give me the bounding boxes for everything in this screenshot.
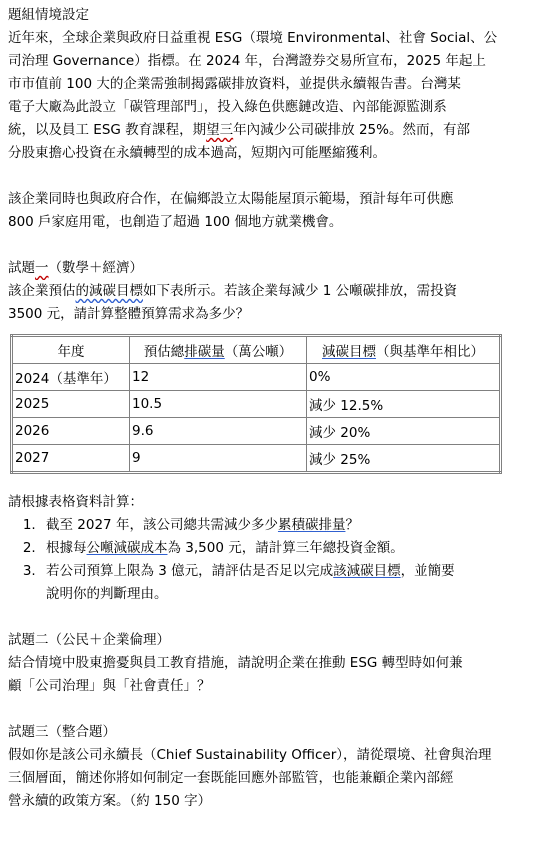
table-cell-year: 2025 bbox=[12, 391, 130, 418]
table-cell-year: 2027 bbox=[12, 445, 130, 473]
question-3-body: 三個層面，簡述你將如何制定一套既能回應外部監管，也能兼顧企業內部經 bbox=[8, 770, 454, 786]
question-3-body: 營永續的政策方案。（約 150 字） bbox=[8, 793, 212, 809]
table-row bbox=[12, 364, 501, 391]
text-span: 統，以及員工 ESG 教育課程，期 bbox=[8, 122, 207, 138]
list-item bbox=[40, 537, 543, 560]
text-span: ，並簡要 bbox=[400, 563, 455, 579]
table-header-cell bbox=[130, 336, 307, 364]
text-span: （數學＋經濟） bbox=[48, 260, 143, 276]
scenario-line: 該企業同時也與政府合作，在偏鄉設立太陽能屋頂示範場，預計每年可供應 bbox=[8, 191, 454, 207]
text-span: 為 3,500 元，請計算三年總投資金額。 bbox=[167, 540, 404, 556]
scenario-line: 市市值前 100 大的企業需強制揭露碳排放資料，並提供永續報告書。台灣某 bbox=[8, 76, 461, 92]
grammar-marked-text: 的減碳目標 bbox=[75, 283, 143, 299]
blank-line bbox=[8, 698, 543, 721]
question-1-instruction: 請根據表格資料計算： bbox=[8, 494, 143, 510]
blank-line bbox=[8, 165, 543, 188]
list-item-continuation: 說明你的判斷理由。 bbox=[46, 586, 168, 602]
spellcheck-marked-text: 望三 bbox=[206, 122, 234, 138]
scenario-line: 司治理 Governance）指標。在 2024 年，台灣證券交易所宣布，2025 年起上 bbox=[8, 53, 486, 69]
carbon-reduction-table bbox=[10, 334, 502, 474]
text-span: 若公司預算上限為 3 億元，請評估是否足以完成 bbox=[46, 563, 334, 579]
underlined-text: 減碳目標 bbox=[322, 344, 376, 360]
scenario-line: 800 戶家庭用電，也創造了超過 100 個地方就業機會。 bbox=[8, 214, 343, 230]
text-span: 該企業預估 bbox=[8, 283, 76, 299]
question-3-body: 假如你是該公司永續長（Chief Sustainability Officer），請從環境、社會與治理 bbox=[8, 747, 492, 763]
blank-line bbox=[8, 482, 543, 491]
table-cell-year: 2024（基準年） bbox=[12, 364, 130, 391]
table-cell-emission: 12 bbox=[130, 364, 307, 391]
scenario-line: 近年來，全球企業與政府日益重視 ESG（環境 Environmental、社會 Social、公 bbox=[8, 30, 498, 46]
question-2-body: 顧「公司治理」與「社會責任」？ bbox=[8, 678, 211, 694]
text-span: 如下表所示。若該企業每減少 1 公噸碳排放，需投資 bbox=[143, 283, 458, 299]
text-span: 年內減少公司碳排放 25%。然而，有部 bbox=[233, 122, 470, 138]
list-item bbox=[40, 514, 543, 537]
question-1-body bbox=[8, 280, 543, 303]
question-3-heading: 試題三（整合題） bbox=[8, 724, 116, 740]
table-cell-target: 減少 12.5% bbox=[307, 391, 501, 418]
table-cell-target: 減少 25% bbox=[307, 445, 501, 473]
text-span: ？ bbox=[345, 517, 359, 533]
underlined-text: 公噸減碳成本 bbox=[86, 540, 168, 556]
text-span: 截至 2027 年，該公司總共需減少多少 bbox=[46, 517, 278, 533]
scenario-title: 題組情境設定 bbox=[8, 7, 89, 23]
spellcheck-marked-text: 一 bbox=[35, 260, 49, 276]
scenario-line bbox=[8, 119, 543, 142]
table-row bbox=[12, 391, 501, 418]
scenario-line: 分股東擔心投資在永續轉型的成本過高，短期內可能壓縮獲利。 bbox=[8, 145, 386, 161]
question-2-body: 結合情境中股東擔憂與員工教育措施，請說明企業在推動 ESG 轉型時如何兼 bbox=[8, 655, 463, 671]
blank-line bbox=[8, 606, 543, 629]
table-header-cell bbox=[12, 336, 130, 364]
table-header-row bbox=[12, 336, 501, 364]
question-2-heading: 試題二（公民＋企業倫理） bbox=[8, 632, 170, 648]
text-span: 根據每 bbox=[46, 540, 87, 556]
table-cell-target: 減少 20% bbox=[307, 418, 501, 445]
question-1-body: 3500 元，請計算整體預算需求為多少？ bbox=[8, 306, 250, 322]
scenario-line: 電子大廠為此設立「碳管理部門」，投入綠色供應鏈改造、內部能源監測系 bbox=[8, 99, 447, 115]
table-cell-emission: 9 bbox=[130, 445, 307, 473]
underlined-text: 累積碳排量 bbox=[277, 517, 346, 533]
table-row bbox=[12, 445, 501, 473]
underlined-text: 排碳量 bbox=[184, 344, 225, 360]
table-cell-emission: 9.6 bbox=[130, 418, 307, 445]
question-1-list bbox=[8, 514, 543, 583]
table-header-cell bbox=[307, 336, 501, 364]
question-1-heading bbox=[8, 257, 543, 280]
text-span: （萬公噸） bbox=[224, 344, 293, 360]
table-row bbox=[12, 418, 501, 445]
text-span: 試題 bbox=[8, 260, 35, 276]
table-cell-target: 0% bbox=[307, 364, 501, 391]
table-cell-year: 2026 bbox=[12, 418, 130, 445]
text-span: 預估總 bbox=[143, 344, 185, 360]
underlined-text: 該減碳目標 bbox=[333, 563, 401, 579]
text-span: 年度 bbox=[57, 344, 85, 360]
list-item bbox=[40, 560, 543, 583]
table-cell-emission: 10.5 bbox=[130, 391, 307, 418]
blank-line bbox=[8, 234, 543, 257]
text-span: （與基準年相比） bbox=[376, 344, 484, 360]
